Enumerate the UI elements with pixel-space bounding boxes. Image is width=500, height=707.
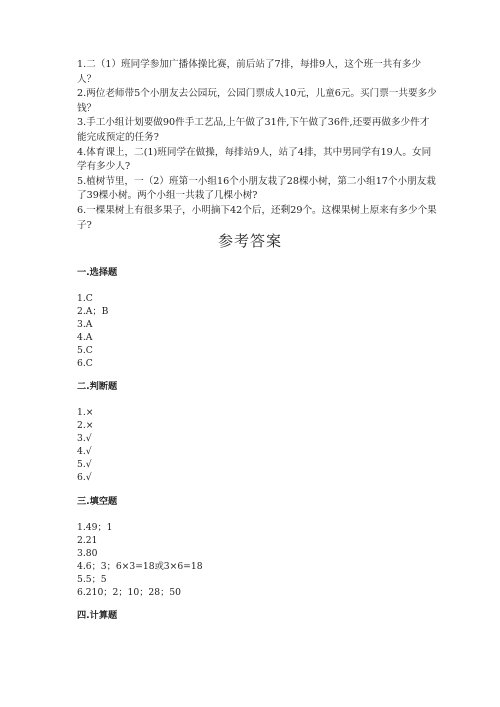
answer-item: 1.× xyxy=(77,407,94,418)
answer-list xyxy=(77,407,437,484)
section-calculation xyxy=(77,607,437,621)
problem-1: 1.二（1）班同学参加广播体操比赛，前后站了7排，每排9人，这个班一共有多少人？ xyxy=(77,59,422,85)
answer-item: 5.5；5 xyxy=(77,573,107,585)
answer-item: 3.A xyxy=(77,318,93,330)
problem-6: 6.一棵果树上有很多果子，小明摘下42个后，还剩29个。这棵果树上原来有多少个果子? xyxy=(77,204,437,231)
answer-item: 1.C xyxy=(77,293,93,304)
word-problems xyxy=(77,58,437,233)
answer-item: 4.√ xyxy=(77,445,92,457)
problem-4: 4.体育课上，二(1)班同学在做操，每排站9人，站了4排，其中男同学有19人。女同学有多少人? xyxy=(77,146,432,173)
section-heading: 四.计算题 xyxy=(77,610,118,621)
answer-item: 6.√ xyxy=(77,471,92,483)
answer-key-title: 参考答案 xyxy=(217,232,282,250)
section-heading: 三.填空题 xyxy=(77,496,118,507)
answer-item: 4.6；3；6×3=18或3×6=18 xyxy=(77,560,203,572)
problem-2: 2.两位老师带5个小朋友去公园玩，公园门票成人10元，儿童6元。买门票一共要多少钱？ xyxy=(77,88,437,114)
problem-3: 3.手工小组计划要做90件手工艺品,上午做了31件,下午做了36件,还要再做多少件才能完成预定的任务? xyxy=(77,117,430,143)
section-true-false xyxy=(77,378,437,484)
problem-5: 5.植树节里，一（2）班第一小组16个小朋友栽了28棵小树，第二小组17个小朋友栽了39棵小树。两个小组一共栽了几棵小树? xyxy=(77,175,436,202)
section-fill-in-blank xyxy=(77,493,437,599)
answer-item: 2.× xyxy=(77,419,94,431)
answer-item: 3.√ xyxy=(77,432,92,444)
answer-item: 6.210；2；10；28；50 xyxy=(77,586,181,598)
section-multiple-choice xyxy=(77,264,437,370)
answer-list xyxy=(77,293,437,370)
answer-item: 5.√ xyxy=(77,458,92,470)
answer-item: 6.C xyxy=(77,357,93,369)
answer-item: 3.80 xyxy=(77,547,98,559)
answer-item: 2.A；B xyxy=(77,305,109,317)
section-heading: 二.判断题 xyxy=(77,381,118,392)
answer-item: 5.C xyxy=(77,344,93,356)
answer-item: 1.49；1 xyxy=(77,522,113,533)
section-heading: 一.选择题 xyxy=(77,267,118,278)
answer-list xyxy=(77,522,437,599)
answer-item: 2.21 xyxy=(77,534,98,546)
answer-item: 4.A xyxy=(77,331,93,343)
